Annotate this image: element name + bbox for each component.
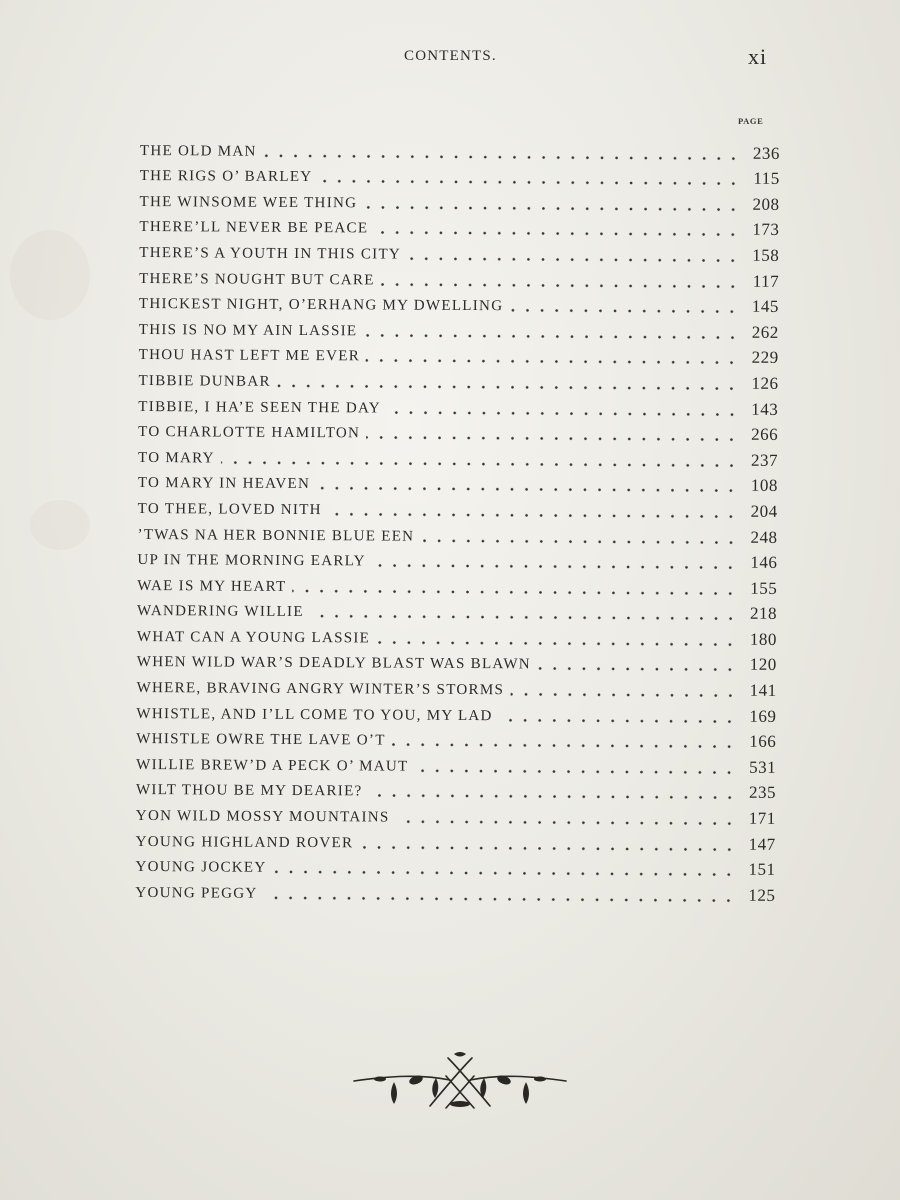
toc-entry-page: 125 — [748, 885, 776, 905]
toc-entry-title: THE WINSOME WEE THING — [139, 193, 358, 212]
dot-leader — [363, 324, 735, 340]
toc-entry-page: 266 — [751, 424, 779, 445]
toc-entry-page: 108 — [750, 476, 778, 496]
dot-leader — [374, 222, 735, 238]
toc-entry-title: WHAT CAN A YOUNG LASSIE — [136, 628, 371, 647]
toc-entry-title: WHEN WILD WAR’S DEADLY BLAST WAS BLAWN — [136, 654, 532, 673]
toc-entry — [139, 236, 779, 266]
dot-leader — [372, 555, 734, 571]
toc-entry-page: 248 — [750, 527, 778, 547]
dot-leader — [318, 170, 735, 187]
dot-leader — [366, 350, 735, 366]
toc-entry-page: 237 — [750, 450, 779, 470]
toc-entry-title: THOU HAST LEFT ME EVER — [138, 347, 361, 365]
toc-entry-page: 141 — [749, 680, 777, 700]
dot-leader — [292, 580, 733, 597]
paper-stain — [10, 230, 90, 320]
dot-leader — [396, 811, 732, 827]
toc-entry — [137, 569, 777, 599]
toc-entry — [138, 467, 778, 497]
toc-entry-title: YOUNG HIGHLAND ROVER — [135, 833, 354, 851]
dot-leader — [509, 299, 735, 314]
toc-entry-title: YON WILD MOSSY MOUNTAINS — [135, 808, 390, 826]
toc-entry-title: TO CHARLOTTE HAMILTON — [138, 424, 361, 442]
toc-entry-page: 145 — [751, 296, 780, 317]
toc-entry — [136, 799, 776, 829]
toc-entry-page: 151 — [748, 859, 776, 880]
toc-entry — [140, 134, 780, 164]
toc-entry-page: 126 — [751, 373, 779, 393]
toc-entry — [137, 518, 777, 548]
toc-entry — [137, 543, 777, 573]
running-head — [0, 44, 900, 74]
dot-leader — [392, 734, 733, 750]
toc-entry-page: 117 — [752, 271, 780, 291]
dot-leader — [310, 605, 733, 622]
toc-entry-title: THERE’LL NEVER BE PEACE — [139, 219, 369, 237]
toc-entry-title: THERE’S NOUGHT BUT CARE — [139, 270, 375, 288]
toc-entry-page: 169 — [749, 706, 777, 726]
toc-entry-page: 115 — [753, 168, 780, 189]
toc-entry-page: 204 — [750, 501, 778, 521]
toc-entry-title: TIBBIE, I HA’E SEEN THE DAY — [138, 398, 381, 417]
dot-leader — [369, 785, 733, 801]
toc-entry-page: 155 — [750, 578, 778, 598]
toc-entry-page: 229 — [751, 348, 779, 368]
toc-entry — [139, 288, 779, 318]
toc-entry — [139, 339, 779, 369]
toc-entry-title: THERE’S A YOUTH IN THIS CITY — [139, 244, 402, 263]
dot-leader — [328, 503, 734, 519]
toc-entry-title: WAE IS MY HEART — [137, 577, 287, 595]
toc-entry-page: 208 — [752, 194, 780, 214]
toc-entry-page: 218 — [750, 604, 778, 624]
toc-entry — [139, 313, 779, 343]
toc-entry-page: 146 — [750, 552, 778, 572]
dot-leader — [264, 887, 732, 904]
toc-entry — [138, 416, 778, 446]
toc-entry-title: YOUNG JOCKEY — [135, 859, 267, 877]
dot-leader — [366, 427, 734, 443]
dot-leader — [376, 631, 733, 647]
dot-leader — [381, 273, 735, 289]
toc-entry — [136, 723, 776, 753]
dot-leader — [263, 144, 736, 161]
toc-entry — [137, 671, 777, 701]
paper-stain — [30, 500, 90, 550]
floral-tailpiece-icon — [350, 1048, 570, 1118]
page-number: xi — [748, 44, 768, 69]
toc-entry-title: TO MARY — [137, 449, 215, 467]
toc-entry-title: THIS IS NO MY AIN LASSIE — [138, 321, 358, 340]
toc-entry-title: THE OLD MAN — [139, 142, 257, 160]
dot-leader — [499, 709, 733, 724]
dot-leader — [316, 477, 734, 494]
toc-entry-page: 158 — [752, 245, 780, 265]
toc-entry — [139, 262, 779, 292]
dot-leader — [221, 451, 734, 468]
toc-entry-title: WILLIE BREW’D A PECK O’ MAUT — [136, 756, 409, 775]
toc-entry-title: WHISTLE OWRE THE LAVE O’T — [136, 731, 386, 749]
toc-entry-page: 531 — [749, 757, 777, 777]
contents-list — [135, 134, 780, 906]
toc-entry-title: UP IN THE MORNING EARLY — [137, 552, 366, 570]
toc-entry-title: THE RIGS O’ BARLEY — [139, 168, 313, 186]
toc-entry — [136, 774, 776, 804]
toc-entry — [137, 646, 777, 676]
toc-entry — [138, 492, 778, 522]
toc-entry-page: 236 — [752, 143, 780, 163]
toc-entry — [137, 595, 777, 625]
toc-entry-page: 180 — [749, 629, 777, 649]
toc-entry-page: 262 — [751, 322, 779, 342]
toc-entry — [138, 364, 778, 394]
dot-leader — [272, 861, 731, 878]
toc-entry-page: 173 — [752, 220, 780, 240]
toc-entry-page: 171 — [748, 808, 776, 828]
toc-entry-title: TO THEE, LOVED NITH — [137, 500, 322, 519]
running-title: CONTENTS. — [404, 48, 497, 64]
toc-entry-title: ’TWAS NA HER BONNIE BLUE EEN — [137, 526, 415, 545]
toc-entry — [136, 697, 776, 727]
toc-entry — [136, 825, 776, 855]
toc-entry-title: WHISTLE, AND I’LL COME TO YOU, MY LAD — [136, 705, 493, 724]
dot-leader — [420, 529, 733, 545]
toc-entry-title: TIBBIE DUNBAR — [138, 372, 271, 390]
toc-entry — [137, 620, 777, 650]
toc-entry-page: 235 — [748, 783, 777, 803]
toc-entry-page: 147 — [748, 834, 776, 854]
toc-entry — [135, 851, 775, 881]
toc-entry-title: THICKEST NIGHT, O’ERHANG MY DWELLING — [138, 296, 504, 315]
toc-entry — [140, 185, 780, 215]
dot-leader — [407, 248, 735, 264]
toc-entry — [139, 211, 779, 241]
dot-leader — [363, 196, 735, 212]
toc-entry-title: WHERE, BRAVING ANGRY WINTER’S STORMS — [136, 680, 505, 699]
toc-entry-page: 120 — [749, 655, 777, 675]
toc-entry-title: YOUNG PEGGY — [135, 884, 258, 902]
dot-leader — [277, 375, 735, 392]
toc-entry — [136, 748, 776, 778]
dot-leader — [387, 401, 734, 417]
toc-entry — [140, 160, 780, 190]
toc-entry-title: WANDERING WILLIE — [137, 603, 304, 621]
toc-entry — [135, 876, 775, 906]
dot-leader — [414, 760, 732, 776]
toc-entry — [138, 390, 778, 420]
toc-entry-title: TO MARY IN HEAVEN — [137, 475, 311, 493]
toc-entry-page: 166 — [749, 731, 777, 752]
toc-entry-title: WILT THOU BE MY DEARIE? — [135, 782, 363, 800]
dot-leader — [359, 836, 731, 852]
toc-entry-page: 143 — [751, 399, 779, 419]
toc-entry — [138, 441, 778, 471]
page-column-label: PAGE — [738, 116, 764, 126]
dot-leader — [510, 683, 733, 698]
dot-leader — [537, 658, 733, 673]
